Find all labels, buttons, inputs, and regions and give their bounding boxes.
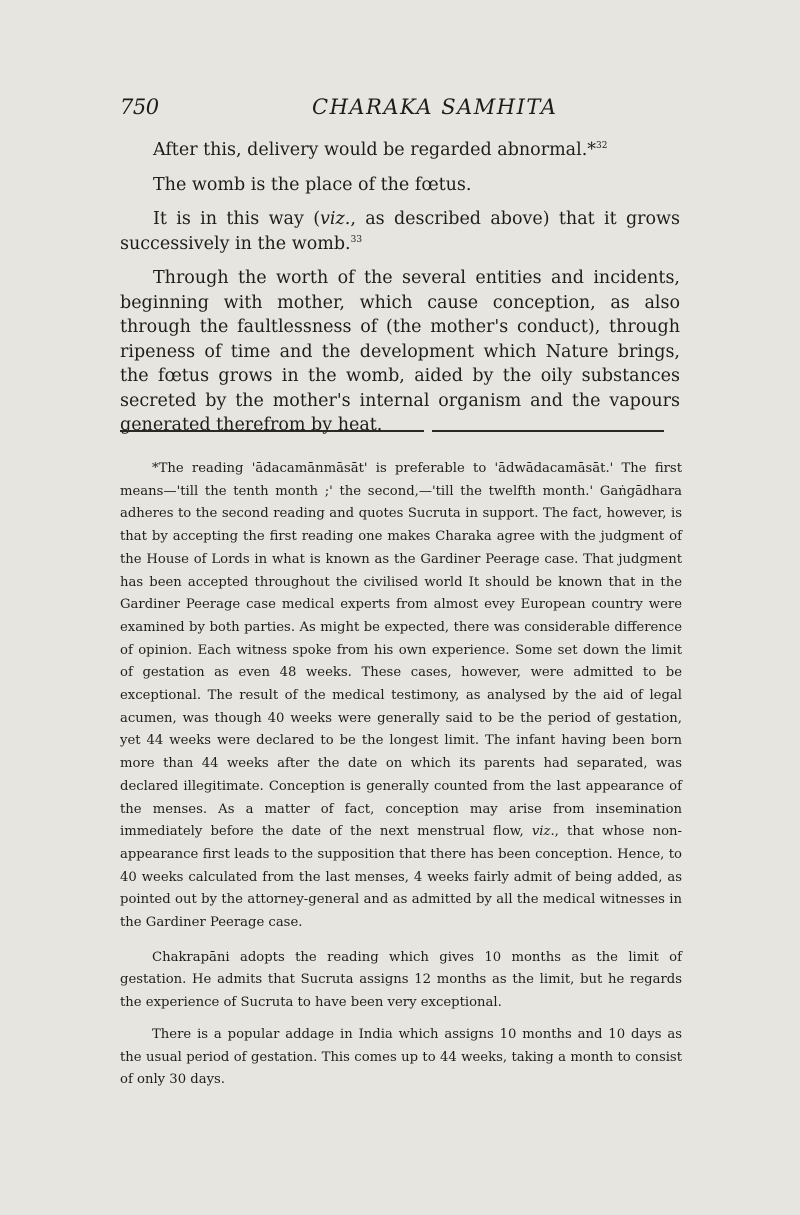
italic-viz: viz. [320,209,351,229]
paragraph: The womb is the place of the fœtus. [153,174,472,195]
paragraph-text: , as described above) that it grows successively in the womb. [120,209,681,254]
paragraph: Through the worth of the several entities and incidents, beginning with mother, which cause conception, as also through the faultlessness of (the mother's conduct), through ripeness of time and the development which Nature brings, the fœtus grows in the womb, aided by the oily substances secreted by the mother's internal organism and the vapours generated therefrom by heat. [120,268,680,435]
main-text [120,138,680,438]
paragraph-text: After this, delivery would be regarded abnormal.* [153,140,597,160]
italic-viz: viz. [531,824,555,840]
verse-reference: 33 [350,234,363,245]
footnote [120,458,682,935]
paragraph [120,207,680,256]
divider-gap [424,428,432,434]
paragraph-text: It is in this way ( [153,209,321,229]
paragraph [120,138,680,163]
footnote: Chakrapāni adopts the reading which gives 10 months as the limit of gestation. He admits that Sucruta assigns 12 months as the limit, but he regards the experience of Sucruta to have been very exceptional. [120,949,682,1011]
footnote-text: *The reading 'ādacamānmāsāt' is preferable to 'ādwādacamāsāt.' The first means—'till the tenth month ;' the second,—'till the twelfth month.' Gaṅgādhara adheres to the second reading and quotes Sucruta in support. The fact, however, is that by accepting the first reading one makes Charaka agree with the judgment of the House of Lords in what is known as the Gardiner Peerage case. That judgment has been accepted throughout the civilised world It should be known that in the Gardiner Peerage case medical experts from almost evey European country were examined by both parties. As might be expected, there was considerable difference of opinion. Each witness spoke from his own experience. Some set down the limit of gestation as even 48 weeks. These cases, however, were admitted to be exceptional. The result of the medical testimony, as analysed by the aid of legal acumen, was though 40 weeks were generally said to be the period of gestation, yet 44 weeks were declared to be the longest limit. The infant having been born more than 44 weeks after the date on which its parents had separated, was declared illegitimate. Conception is generally counted from the last appearance of the menses. As a matter of fact, conception may arise from insemination immediately before the date of the next menstrual flow, [120,461,682,840]
page-header [120,95,680,125]
verse-reference: 32 [596,141,608,152]
footnote-divider [120,430,664,432]
page-number: 750 [120,95,159,119]
running-title: CHARAKA SAMHITA [312,95,558,119]
footnote-text: , that whose non-appearance first leads to the supposition that there has been conception. Hence, to 40 weeks calculated from the last menses, 4 weeks fairly admit of being added, as pointed out by the attorney-general and as admitted by all the medical witnesses in the Gardiner Peerage case. [120,824,682,931]
footnotes [120,458,682,1092]
footnote: There is a popular addage in India which assigns 10 months and 10 days as the usual period of gestation. This comes up to 44 weeks, taking a month to consist of only 30 days. [120,1026,682,1088]
